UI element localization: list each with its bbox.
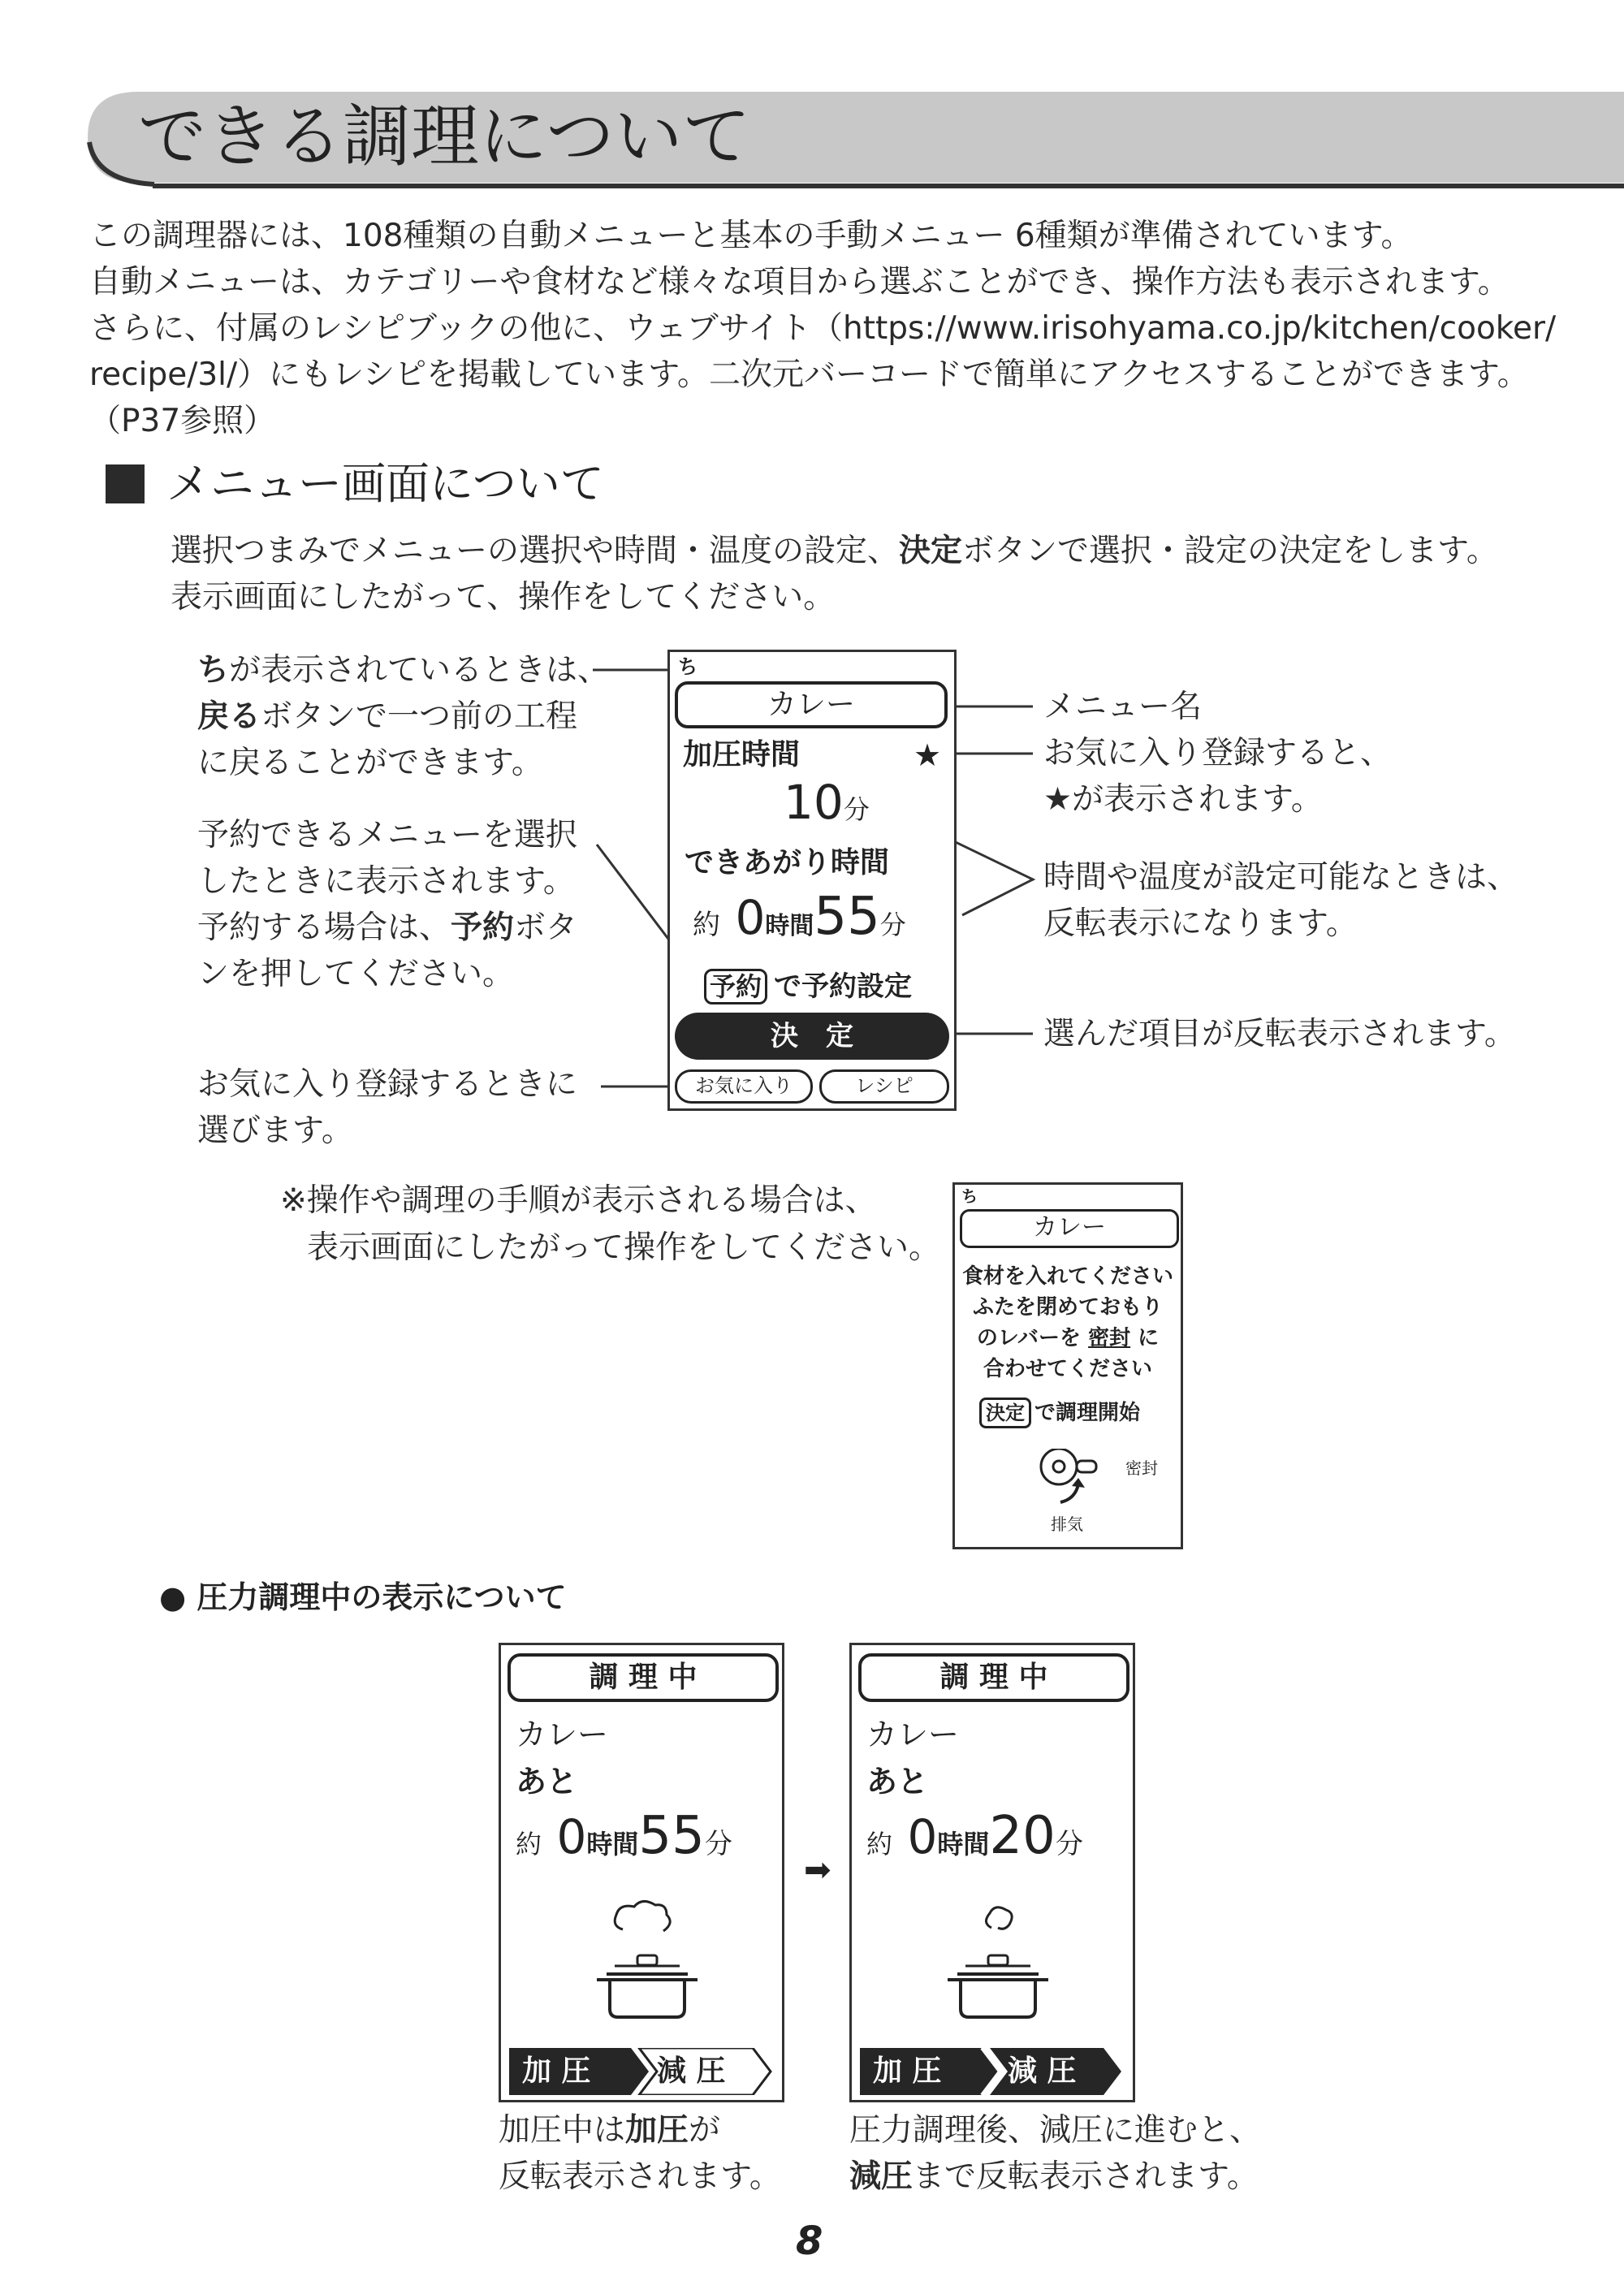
rsv-note-3c: ボタ — [514, 909, 578, 946]
recipe-button[interactable]: レシピ — [819, 1069, 949, 1104]
pressure-heading: ● 圧力調理中の表示について — [159, 1579, 567, 1615]
pot-steam-icon — [566, 1889, 728, 2035]
section-desc-c: ボタンで選択・設定の決定をします。 — [962, 533, 1498, 569]
step-depressurize: 減 圧 — [657, 2054, 726, 2088]
decide-button[interactable]: 決 定 — [675, 1013, 949, 1060]
cap-left-1c: が — [689, 2112, 721, 2149]
cap-right-2b: まで反転表示されます。 — [913, 2158, 1259, 2195]
pot-steam-icon-2 — [917, 1889, 1079, 2035]
cap-left-1b: 加圧 — [625, 2112, 689, 2149]
cook-menu-name-2: カレー — [866, 1717, 960, 1752]
back-arrow-icon-2[interactable]: ち — [961, 1186, 978, 1206]
step-pressurize-active-2: 加 圧 — [873, 2054, 942, 2088]
back-note-3: に戻ることができます。 — [197, 745, 543, 781]
rsv-note-4: ンを押してください。 — [197, 956, 515, 992]
decide-button-label[interactable]: 決定 — [979, 1398, 1031, 1428]
intro-line-5: （P37参照） — [89, 403, 276, 439]
cook-menu-name: カレー — [516, 1717, 609, 1752]
remaining-label-2: あと — [866, 1764, 929, 1799]
remaining-label: あと — [516, 1764, 578, 1799]
rsv-note-3a: 予約する場合は、 — [197, 909, 451, 946]
finish-time-value[interactable]: 約 0時間55分 — [693, 887, 906, 947]
back-note-2a: 戻る — [197, 698, 261, 735]
pressure-screen-left — [499, 1643, 784, 2102]
cap-right-1: 圧力調理後、減圧に進むと、 — [849, 2112, 1262, 2149]
exhaust-label: 排気 — [1051, 1514, 1083, 1534]
rsv-note-2: したときに表示されます。 — [197, 863, 575, 900]
back-icon: ち — [197, 652, 230, 689]
start-hint: で調理開始 — [1034, 1401, 1141, 1425]
back-note-2b: ボタンで一つ前の工程 — [261, 698, 578, 735]
procedure-note-1: ※操作や調理の手順が表示される場合は、 — [280, 1182, 877, 1219]
cap-left-1a: 加圧中は — [499, 2112, 626, 2149]
cooking-status-2: 調 理 中 — [858, 1653, 1129, 1702]
instr-line-3: のレバーを 密封 に — [976, 1326, 1160, 1350]
step-pressurize-active: 加 圧 — [522, 2054, 591, 2088]
section-heading: メニュー画面について — [166, 458, 604, 509]
menu-name-display: カレー — [675, 681, 948, 728]
select-note: 選んだ項目が反転表示されます。 — [1043, 1016, 1516, 1052]
pressure-time-label: 加圧時間 — [683, 738, 801, 771]
menu-name-note: メニュー名 — [1043, 689, 1203, 725]
menu-screen — [667, 650, 957, 1111]
favorite-star-icon: ★ — [914, 737, 942, 773]
step-depressurize-active: 減 圧 — [1008, 2054, 1077, 2088]
cap-left-2: 反転表示されます。 — [499, 2158, 781, 2195]
page-title: できる調理について — [138, 97, 751, 176]
intro-line-1: この調理器には、108種類の自動メニューと基本の手動メニュー 6種類が準備されています。 — [89, 218, 1413, 254]
rsv-note-1: 予約できるメニューを選択 — [197, 817, 578, 853]
rsv-note-3b: 予約 — [451, 909, 515, 946]
instr-line-2: ふたを閉めておもり — [972, 1295, 1163, 1320]
finish-time-label: できあがり時間 — [685, 846, 890, 879]
fav-star-note-2: ★が表示されます。 — [1043, 781, 1323, 818]
remaining-time: 約 0時間55分 — [516, 1806, 732, 1866]
page-number: 8 — [796, 2218, 823, 2264]
pressure-screen-right — [849, 1643, 1135, 2102]
back-arrow-icon[interactable]: ち — [678, 655, 698, 678]
menu-name-display-2: カレー — [960, 1209, 1179, 1248]
section-desc-a: 選択つまみでメニューの選択や時間・温度の設定、 — [171, 533, 900, 569]
procedure-note-2: 表示画面にしたがって操作をしてください。 — [307, 1229, 941, 1266]
back-note-1: が表示されているときは、 — [229, 652, 610, 689]
intro-line-2: 自動メニューは、カテゴリーや食材など様々な項目から選ぶことができ、操作方法も表示されます。 — [89, 264, 1510, 300]
seal-label: 密封 — [1125, 1458, 1158, 1478]
valve-lever-icon — [1036, 1449, 1134, 1514]
procedure-screen — [952, 1182, 1183, 1549]
intro-line-4: recipe/3l/）にもレシピを掲載しています。二次元バーコードで簡単にアクセスすることができます。 — [89, 356, 1529, 393]
reserve-button-label[interactable]: 予約 — [704, 969, 767, 1004]
cap-right-2a: 減圧 — [849, 2158, 914, 2195]
right-arrow-icon: ➡ — [804, 1851, 831, 1889]
fav-note-2: 選びます。 — [197, 1112, 353, 1149]
time-note-1: 時間や温度が設定可能なときは、 — [1043, 859, 1519, 896]
cooking-status: 調 理 中 — [508, 1653, 779, 1702]
fav-star-note-1: お気に入り登録すると、 — [1043, 735, 1393, 771]
instr-line-4: 合わせてください — [983, 1357, 1152, 1381]
favorite-button[interactable]: お気に入り — [675, 1069, 813, 1104]
instr-line-1: 食材を入れてください — [961, 1264, 1173, 1289]
intro-line-3: さらに、付属のレシピブックの他に、ウェブサイト（https://www.irisohyama.co.jp/kitchen/cooker/ — [89, 310, 1557, 347]
reserve-hint: で予約設定 — [774, 970, 912, 1003]
section-desc-2: 表示画面にしたがって、操作をしてください。 — [171, 579, 836, 616]
section-desc-b: 決定 — [899, 533, 963, 569]
fav-note-1: お気に入り登録するときに — [197, 1066, 578, 1103]
remaining-time-2: 約 0時間20分 — [866, 1806, 1083, 1866]
time-note-2: 反転表示になります。 — [1043, 905, 1358, 942]
pressure-minutes[interactable]: 10分 — [784, 775, 870, 830]
